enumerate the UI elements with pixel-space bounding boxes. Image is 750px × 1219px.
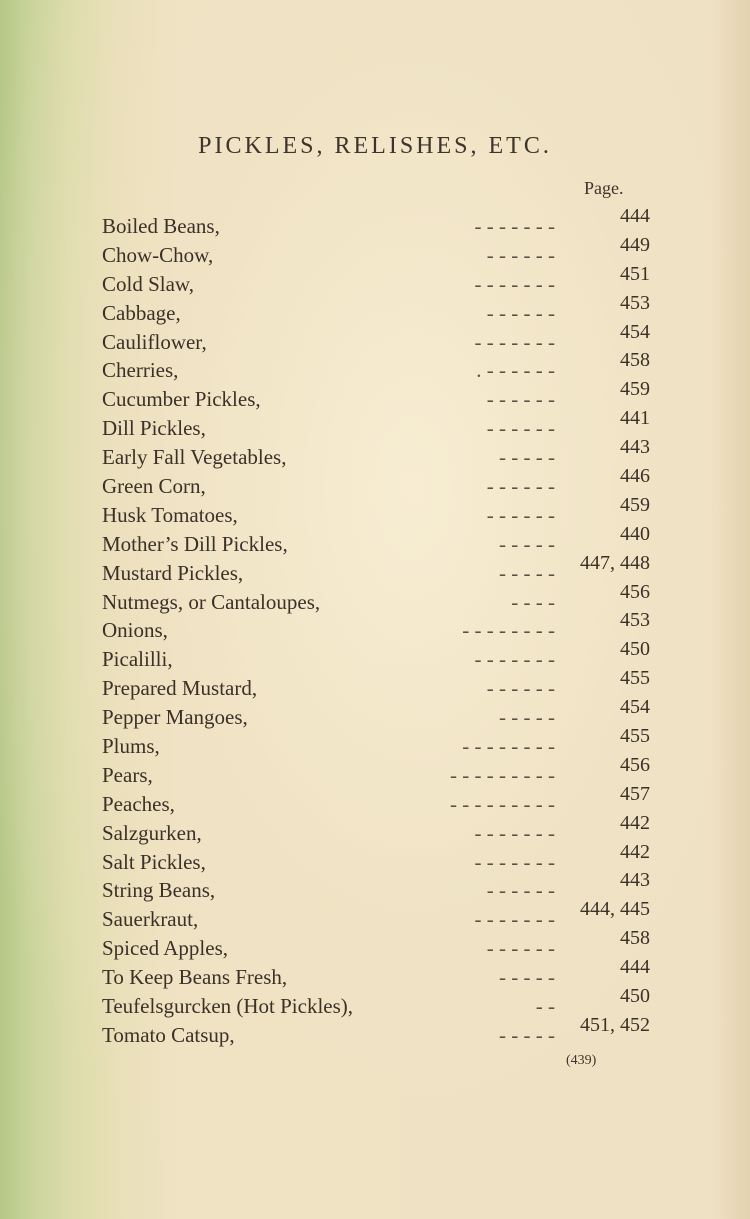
entry-page-number: 450: [620, 638, 650, 661]
index-entry: [102, 782, 650, 816]
dot-leader: - - - - - - -: [474, 849, 555, 874]
entry-name: Early Fall Vegetables,: [102, 445, 287, 470]
entry-page-number: 455: [620, 667, 650, 690]
dot-leader: - - - - - -: [486, 936, 555, 961]
dot-leader: - - - - - - - -: [462, 618, 555, 643]
entry-page-number: 441: [620, 407, 650, 430]
entry-name: Pepper Mangoes,: [102, 705, 248, 730]
dot-leader: - - - - - -: [486, 242, 555, 267]
dot-leader: - - - - -: [499, 965, 555, 990]
entry-name: Green Corn,: [102, 474, 206, 498]
entry-page-number: 451: [620, 262, 650, 285]
entry-page-number: 449: [620, 233, 650, 256]
page-column-label: Page.: [584, 178, 624, 198]
entry-page-number: 456: [620, 753, 650, 776]
dot-leader: - - - - -: [499, 531, 555, 556]
entry-name: Sauerkraut,: [102, 907, 199, 932]
entry-name: Mother’s Dill Pickles,: [102, 531, 288, 556]
index-entry: [102, 522, 650, 556]
index-entry: [102, 1013, 650, 1047]
index-entry: [102, 493, 650, 527]
dot-leader: - - - - - - -: [474, 329, 555, 354]
dot-leader: - - - - - -: [486, 300, 555, 325]
entry-name: Peaches,: [102, 791, 175, 816]
dot-leader: - - - - - -: [486, 502, 555, 527]
index-entry: [102, 465, 650, 498]
dot-leader: - - - - - -: [486, 474, 555, 498]
index-entry: [102, 811, 650, 845]
index-entry: [102, 378, 650, 412]
entry-page-number: 443: [620, 869, 650, 892]
dot-leader: - - - - -: [499, 445, 555, 470]
dot-leader: - - - - -: [499, 560, 555, 585]
entry-page-number: 453: [620, 291, 650, 314]
index-entry: [102, 638, 650, 672]
index-entry: [102, 956, 650, 990]
dot-leader: - - - - - -: [486, 676, 555, 701]
entry-page-number: 458: [620, 927, 650, 950]
entry-name: Prepared Mustard,: [102, 676, 258, 701]
page-number: (439): [566, 1053, 597, 1068]
entry-page-number: 459: [620, 493, 650, 516]
entry-page-number: 444: [620, 205, 650, 227]
entry-page-number: 446: [620, 465, 650, 488]
index-entry: [102, 985, 650, 1019]
dot-leader: - - - - - - -: [474, 907, 555, 932]
dot-leader: . - - - - - -: [476, 358, 555, 383]
index-entry: [102, 580, 650, 614]
entry-name: Teufelsgurcken (Hot Pickles),: [102, 994, 354, 1019]
dot-leader: - - - - - - - -: [462, 734, 555, 759]
entry-page-number: 456: [620, 580, 650, 603]
entry-name: Husk Tomatoes,: [102, 502, 238, 527]
dot-leader: - - - - - -: [486, 387, 555, 412]
entry-name: Spiced Apples,: [102, 936, 228, 961]
entry-name: Salt Pickles,: [102, 849, 206, 874]
index-entry: [102, 291, 650, 325]
entry-page-number: 459: [620, 378, 650, 401]
dot-leader: - - - - - - -: [474, 647, 555, 672]
entry-page-number: 444: [620, 956, 650, 979]
entry-page-number: 447, 448: [580, 551, 650, 574]
index-entry: [102, 436, 650, 470]
entry-name: Cucumber Pickles,: [102, 387, 261, 412]
dot-leader: - - - - - -: [486, 416, 555, 441]
dot-leader: - - - - - - - - -: [450, 762, 555, 787]
entry-name: Onions,: [102, 618, 168, 643]
dot-leader: - - - - -: [499, 1022, 555, 1047]
dot-leader: - - - - - - -: [474, 820, 555, 845]
entry-name: Pears,: [102, 762, 153, 787]
page-title: PICKLES, RELISHES, ETC.: [198, 133, 552, 159]
entry-page-number: 442: [620, 840, 650, 863]
entry-page-number: 457: [620, 782, 650, 805]
entry-name: Tomato Catsup,: [102, 1022, 235, 1047]
entry-name: Picalilli,: [102, 647, 173, 672]
index-entry: [102, 262, 650, 296]
index-entry: [102, 407, 650, 441]
entry-page-number: 444, 445: [580, 898, 650, 921]
index-entry: [102, 320, 650, 354]
entry-page-number: 458: [620, 349, 650, 372]
index-entry: [102, 927, 650, 961]
entry-page-number: 455: [620, 725, 650, 748]
entry-page-number: 442: [620, 811, 650, 834]
entry-page-number: 443: [620, 436, 650, 459]
index-entry: [102, 898, 650, 932]
entry-page-number: 440: [620, 522, 650, 545]
dot-leader: - -: [535, 994, 555, 1019]
index-entry: [102, 840, 650, 874]
entry-name: Plums,: [102, 734, 160, 759]
entry-page-number: 451, 452: [580, 1013, 650, 1036]
dot-leader: - - - - - - -: [474, 271, 555, 296]
index-entry: [102, 609, 650, 643]
index-entry: [102, 869, 650, 903]
index-entry: [102, 551, 650, 585]
dot-leader: - - - - - - -: [474, 213, 555, 238]
index-entry: [102, 753, 650, 787]
dot-leader: - - - - -: [499, 705, 555, 730]
dot-leader: - - - - - -: [486, 878, 555, 903]
entry-name: Cherries,: [102, 358, 179, 383]
entry-name: Cabbage,: [102, 300, 181, 325]
dot-leader: - - - - - - - - -: [450, 791, 555, 816]
index-entry: [102, 667, 650, 701]
entry-name: Salzgurken,: [102, 820, 202, 845]
entry-name: Cold Slaw,: [102, 271, 194, 296]
entry-name: To Keep Beans Fresh,: [102, 965, 288, 990]
index-entry: [102, 349, 650, 383]
index-entry: [102, 696, 650, 730]
index-list: [102, 205, 650, 1047]
index-entry: [102, 233, 650, 267]
entry-name: String Beans,: [102, 878, 216, 903]
entry-name: Cauliflower,: [102, 329, 207, 354]
entry-page-number: 453: [620, 609, 650, 632]
entry-name: Dill Pickles,: [102, 416, 206, 441]
entry-name: Nutmegs, or Cantaloupes,: [102, 589, 321, 614]
entry-name: Boiled Beans,: [102, 213, 220, 238]
entry-page-number: 450: [620, 985, 650, 1008]
entry-page-number: 454: [620, 320, 650, 343]
entry-page-number: 454: [620, 696, 650, 719]
entry-name: Chow-Chow,: [102, 242, 214, 267]
index-entry: [102, 725, 650, 759]
index-entry: [102, 205, 650, 238]
entry-name: Mustard Pickles,: [102, 560, 244, 585]
dot-leader: - - - -: [511, 589, 555, 614]
